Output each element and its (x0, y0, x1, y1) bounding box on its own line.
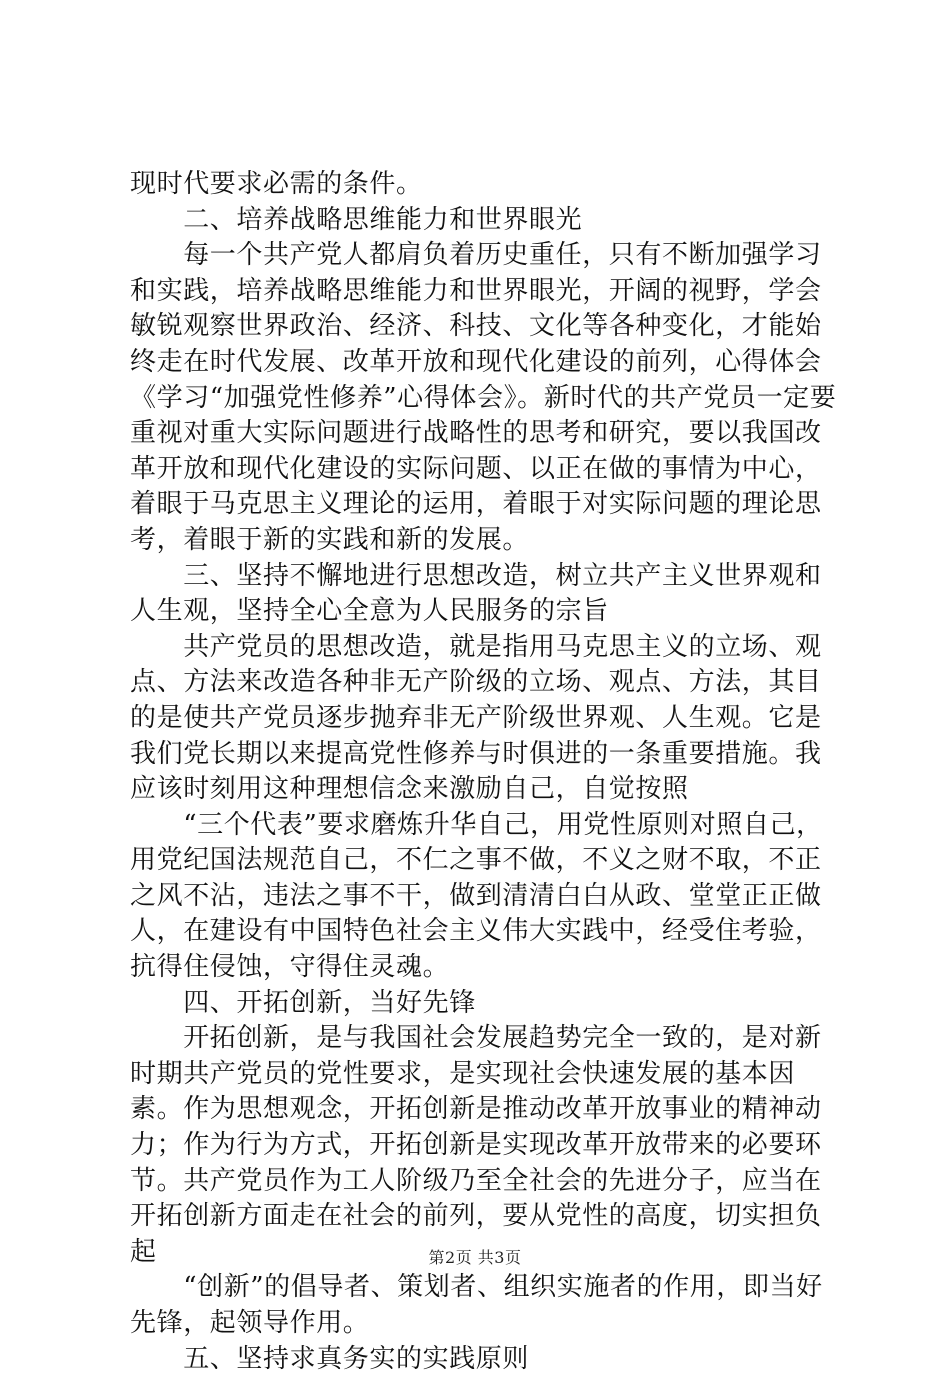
paragraph-continuation: 现时代要求必需的条件。 (130, 169, 423, 199)
paragraph-three-represents: “三个代表”要求磨炼升华自己，用党性原则对照自己，用党纪国法规范自己，不仁之事不做，不义之财不取，不正之风不沾，违法之事不干，做到清清白白从政、堂堂正正做人，在建设有中国特色社会主义伟大实践中，经受住考验，抗得住侵蚀，守得住灵魂。 (130, 809, 823, 983)
section-heading-5: 五、坚持求真务实的实践原则 (130, 1343, 530, 1374)
section-heading-3: 三、坚持不懈地进行思想改造，树立共产主义世界观和人生观，坚持全心全意为人民服务的宗旨 (130, 560, 822, 627)
document-body (130, 167, 840, 1377)
paragraph-pioneer: “创新”的倡导者、策划者、组织实施者的作用，即当好先锋，起领导作用。 (130, 1272, 823, 1338)
paragraph-innovation: 开拓创新，是与我国社会发展趋势完全一致的，是对新时期共产党员的党性要求，是实现社会快速发展的基本因素。作为思想观念，开拓创新是推动改革开放事业的精神动力；作为行为方式，开拓创新是实现改革开放带来的必要环节。共产党员作为工人阶级乃至全社会的先进分子，应当在开拓创新方面走在社会的前列，要从党性的高度，切实担负起 (130, 1023, 822, 1267)
paragraph-strategic-thinking: 每一个共产党人都肩负着历史重任，只有不断加强学习和实践，培养战略思维能力和世界眼光，开阔的视野，学会敏锐观察世界政治、经济、科技、文化等各种变化，才能始终走在时代发展、改革开放和现代化建设的前列，心得体会《学习“加强党性修养”心得体会》。新时代的共产党员一定要重视对重大实际问题进行战略性的思考和研究，要以我国改革开放和现代化建设的实际问题、以正在做的事情为中心，着眼于马克思主义理论的运用，着眼于对实际问题的理论思考，着眼于新的实践和新的发展。 (130, 240, 837, 555)
section-heading-4: 四、开拓创新，当好先锋 (130, 987, 476, 1018)
paragraph-thought-reform: 共产党员的思想改造，就是指用马克思主义的立场、观点、方法来改造各种非无产阶级的立场、观点、方法，其目的是使共产党员逐步抛弃非无产阶级世界观、人生观。它是我们党长期以来提高党性修养与时俱进的一条重要措施。我应该时刻用这种理想信念来激励自己，自觉按照 (130, 631, 822, 805)
section-heading-2: 二、培养战略思维能力和世界眼光 (130, 204, 583, 235)
page-number-footer: 第2页 共3页 (428, 1248, 522, 1267)
